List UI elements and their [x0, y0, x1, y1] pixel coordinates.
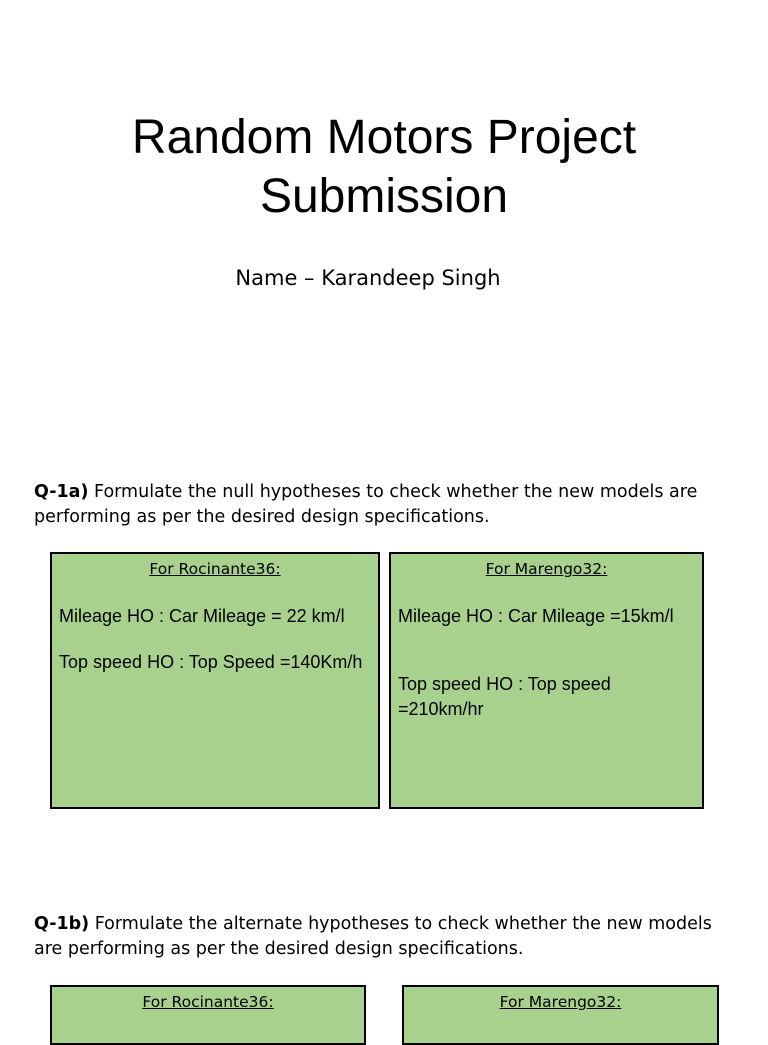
question-1a-label: Q-1a): [34, 482, 89, 502]
alternate-hypothesis-box-marengo32: [402, 985, 719, 1045]
speed-hypothesis: Top speed HO : Top speed =210km/hr: [398, 674, 611, 719]
question-1b-text: Formulate the alternate hypotheses to check whether the new models are performing as per the desired design specifications.: [34, 914, 712, 959]
box-heading: For Marengo32:: [485, 560, 608, 578]
question-1b-label: Q-1b): [34, 914, 90, 934]
speed-hypothesis: Top speed HO : Top Speed =140Km/h: [59, 652, 363, 672]
title-line-1: Random Motors Project: [131, 111, 637, 164]
box-heading: For Rocinante36:: [142, 993, 274, 1011]
page-title: [0, 108, 768, 226]
alternate-hypothesis-box-rocinante36: [50, 985, 366, 1045]
null-hypothesis-box-rocinante36: [50, 552, 380, 809]
title-line-2: Submission: [259, 170, 509, 223]
box-heading: For Marengo32:: [499, 993, 622, 1011]
box-heading: For Rocinante36:: [149, 560, 281, 578]
mileage-hypothesis: Mileage HO : Car Mileage =15km/l: [398, 606, 674, 626]
question-1a-text: Formulate the null hypotheses to check whether the new models are performing as per the desired design specifications.: [34, 482, 698, 527]
question-1b: [34, 912, 734, 962]
author-name: Name – Karandeep Singh: [235, 266, 501, 290]
mileage-hypothesis: Mileage HO : Car Mileage = 22 km/l: [59, 606, 345, 626]
null-hypothesis-box-marengo32: [389, 552, 704, 809]
question-1a: [34, 480, 734, 530]
